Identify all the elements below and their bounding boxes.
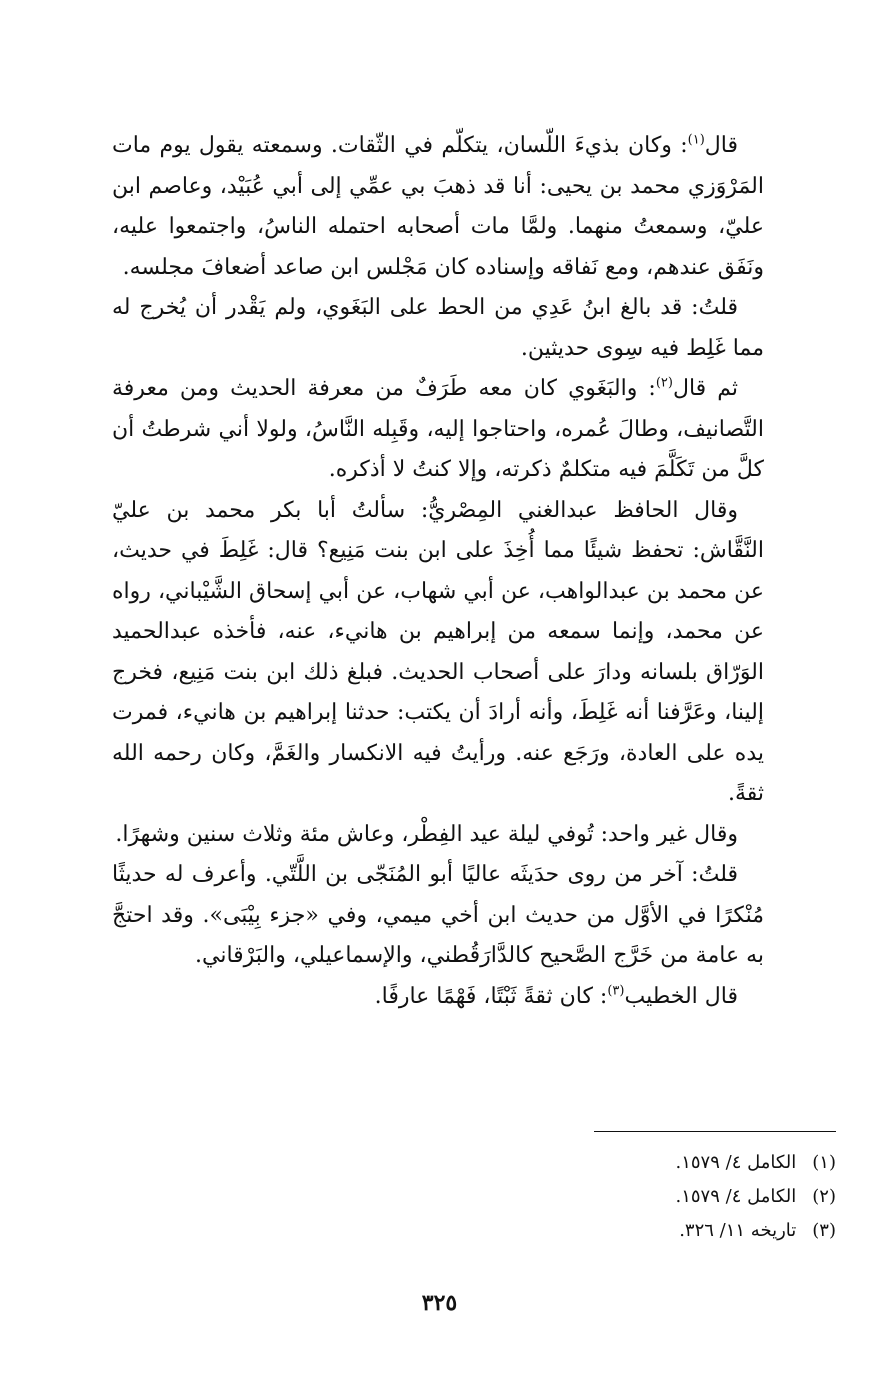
paragraph-text: : كان ثقةً ثَبْتًا، فَهْمًا عارفًا.	[374, 983, 608, 1009]
footnote-reference: (٣)	[607, 983, 625, 999]
paragraph-text: وقال غير واحد: تُوفي ليلة عيد الفِطْر، وعاش مئة وثلاث سنين وشهرًا.	[115, 821, 738, 847]
paragraph-6	[112, 855, 764, 977]
paragraph-text: قال	[704, 133, 738, 158]
footnote-text: تاريخه ١١/ ٣٢٦.	[679, 1220, 797, 1241]
footnote-reference: (١)	[687, 132, 705, 148]
footnote-text: الكامل ٤/ ١٥٧٩.	[675, 1152, 797, 1173]
footnote-text: الكامل ٤/ ١٥٧٩.	[675, 1186, 797, 1207]
footnote-number: (١)	[812, 1152, 836, 1173]
footnote-number: (٣)	[812, 1220, 836, 1241]
paragraph-text: ثم قال	[672, 376, 738, 401]
footnote	[460, 1146, 836, 1180]
footnote-separator	[594, 1131, 836, 1132]
paragraph-7	[112, 977, 764, 1018]
paragraph-3	[112, 369, 764, 491]
footnote	[460, 1214, 836, 1248]
page-number: ٣٢٥	[421, 1290, 458, 1316]
footnote	[460, 1180, 836, 1214]
paragraph-text: وقال الحافظ عبدالغني المِصْريُّ: سألتُ أبا بكر محمد بن عليّ النَّقَّاش: تحفظ شيئًا مما أُخِذَ على ابن بنت مَنِيع؟ قال: غَلِطَ في حديث، عن محمد بن عبدالواهب، عن أبي شهاب، عن أبي إسحاق الشَّيْباني، رواه عن محمد، وإنما سمعه من إبراهيم بن هانيء، عنه، فأخذه عبدالحميد الوَرّاق بلسانه ودارَ على أصحاب الحديث. فبلغ ذلك ابن بنت مَنِيع، فخرج إلينا، وعَرَّفنا أنه غَلِطَ، وأنه أرادَ أن يكتب: حدثنا إبراهيم بن هانيء، فمرت يده على العادة، ورَجَع عنه. ورأيتُ فيه الانكسار والغَمَّ، وكان رحمه الله ثقةً.	[112, 497, 764, 806]
paragraph-4	[112, 491, 764, 815]
footnote-number: (٢)	[812, 1186, 836, 1207]
paragraph-text: : وكان بذيءَ اللّسان، يتكلّم في الثّقات. وسمعته يقول يوم مات المَرْوَزي محمد بن يحيى: أنا قد ذهبَ بي عمِّي إلى أبي عُبَيْد، وعاصم ابن عليّ، وسمعتُ منهما. ولمَّا مات أصحابه احتمله الناسُ، واجتمعوا عليه، ونَفَق عندهم، ومع نَفاقه وإسناده كان مَجْلس ابن صاعد أضعافَ مجلسه.	[112, 133, 764, 280]
paragraph-text: قال الخطيب	[624, 983, 738, 1009]
paragraph-1	[112, 126, 764, 288]
footnote-reference: (٢)	[655, 375, 673, 391]
paragraph-text: : والبَغَوي كان معه طَرَفٌ من معرفة الحديث ومن معرفة التَّصانيف، وطالَ عُمره، واحتاجوا إليه، وقَبِله النَّاسُ، ولولا أني شرطتُ أن كلَّ من تَكَلَّمَ فيه متكلمٌ ذكرته، وإلا كنتُ لا أذكره.	[112, 376, 764, 482]
footnotes	[460, 1146, 836, 1248]
paragraph-text: قلتُ: آخر من روى حدَيثَه عاليًا أبو المُنَجّى بن اللَّتّي. وأعرف له حديثًا مُنْكرًا في الأوَّل من حديث ابن أخي ميمي، وفي «جزء بِيْبَى». وقد احتجَّ به عامة من خَرَّج الصَّحيح كالدَّارَقُطني، والإسماعيلي، والبَرْقاني.	[112, 862, 764, 968]
paragraph-2	[112, 288, 764, 369]
paragraph-text: قلتُ: قد بالغ ابنُ عَدِي من الحط على البَغَوي، ولم يَقْدر أن يُخرج له مما غَلِط فيه سِوى حديثين.	[112, 295, 764, 361]
paragraph-5	[112, 815, 764, 856]
main-text	[112, 126, 764, 1017]
